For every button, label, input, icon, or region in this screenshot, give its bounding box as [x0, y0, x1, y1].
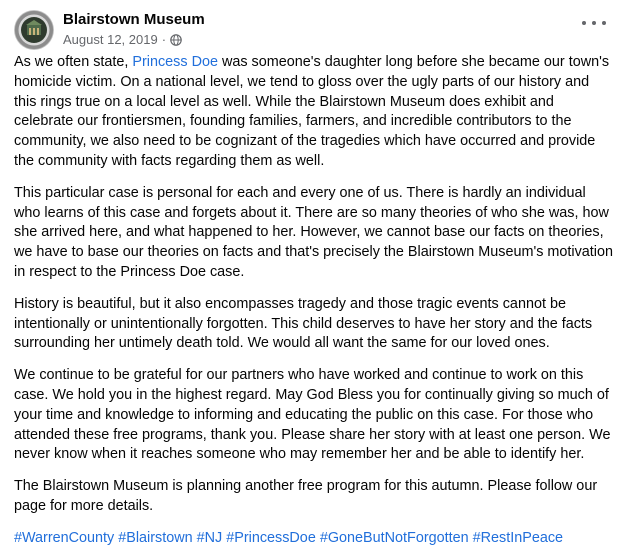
post-paragraph-1 [14, 53, 614, 172]
post-date[interactable]: August 12, 2019 [63, 32, 158, 47]
post-paragraph-4: We continue to be grateful for our partners who have worked and continue to work on this case. We hold you in the highest regard. May God Bless you for continually giving so much of your time and knowledge to informing and educating the public on this case. For those who attended these free programs, thank you. Please share her story with at least one person. We never know when it reaches someone who may remember her and be able to identify her. [14, 367, 611, 463]
hashtag-link[interactable]: #Blairstown [118, 529, 193, 546]
meta-separator: · [161, 32, 167, 47]
globe-icon[interactable] [170, 34, 182, 46]
princess-doe-link[interactable]: Princess Doe [132, 54, 218, 70]
paragraph-text: As we often state, [14, 54, 133, 70]
hashtag-link[interactable]: #RestInPeace [472, 529, 564, 546]
page-name-link[interactable]: Blairstown Museum [63, 11, 205, 28]
post-meta [63, 32, 182, 47]
hashtag-link[interactable]: #GoneButNotForgotten [319, 529, 469, 546]
more-options-icon[interactable] [582, 14, 606, 32]
paragraph-text: was someone's daughter long before she became our town's homicide victim. On a national level, we tend to gloss over the ugly parts of our history and this rings true on a local level as well. While the Blairstown Museum does exhibit and celebrate our frontiersmen, founding families, farmers, and incredible contributors to the community, we also need to be cognizant of the tragedies which have occurred and provide the community with facts regarding them as well. [14, 54, 610, 169]
post-paragraph-5: The Blairstown Museum is planning another free program for this autumn. Please follow our page for more details. [14, 478, 598, 514]
hashtag-link[interactable]: #NJ [196, 529, 223, 546]
museum-seal-icon [14, 10, 54, 50]
hashtag-link[interactable]: #PrincessDoe [226, 529, 316, 546]
post-body [14, 53, 614, 549]
page-avatar[interactable] [14, 10, 54, 50]
hashtag-link[interactable]: #WarrenCounty [14, 529, 115, 546]
post-paragraph-3: History is beautiful, but it also encompasses tragedy and those tragic events cannot be intentionally or unintentionally forgotten. This child deserves to have her story and the facts surrounding her untimely death told. We would all want the same for our loved ones. [14, 295, 593, 352]
post-paragraph-2: This particular case is personal for each and every one of us. There is hardly an individual who learns of this case and forgets about it. There are so many theories of who she was, how she arrived here, and what happened to her. However, we cannot base our facts on theories, we have to base our theories on facts and that's precisely the Blairstown Museum's motivation in respect to the Princess Doe case. [14, 184, 614, 280]
hashtag-list [14, 529, 614, 549]
